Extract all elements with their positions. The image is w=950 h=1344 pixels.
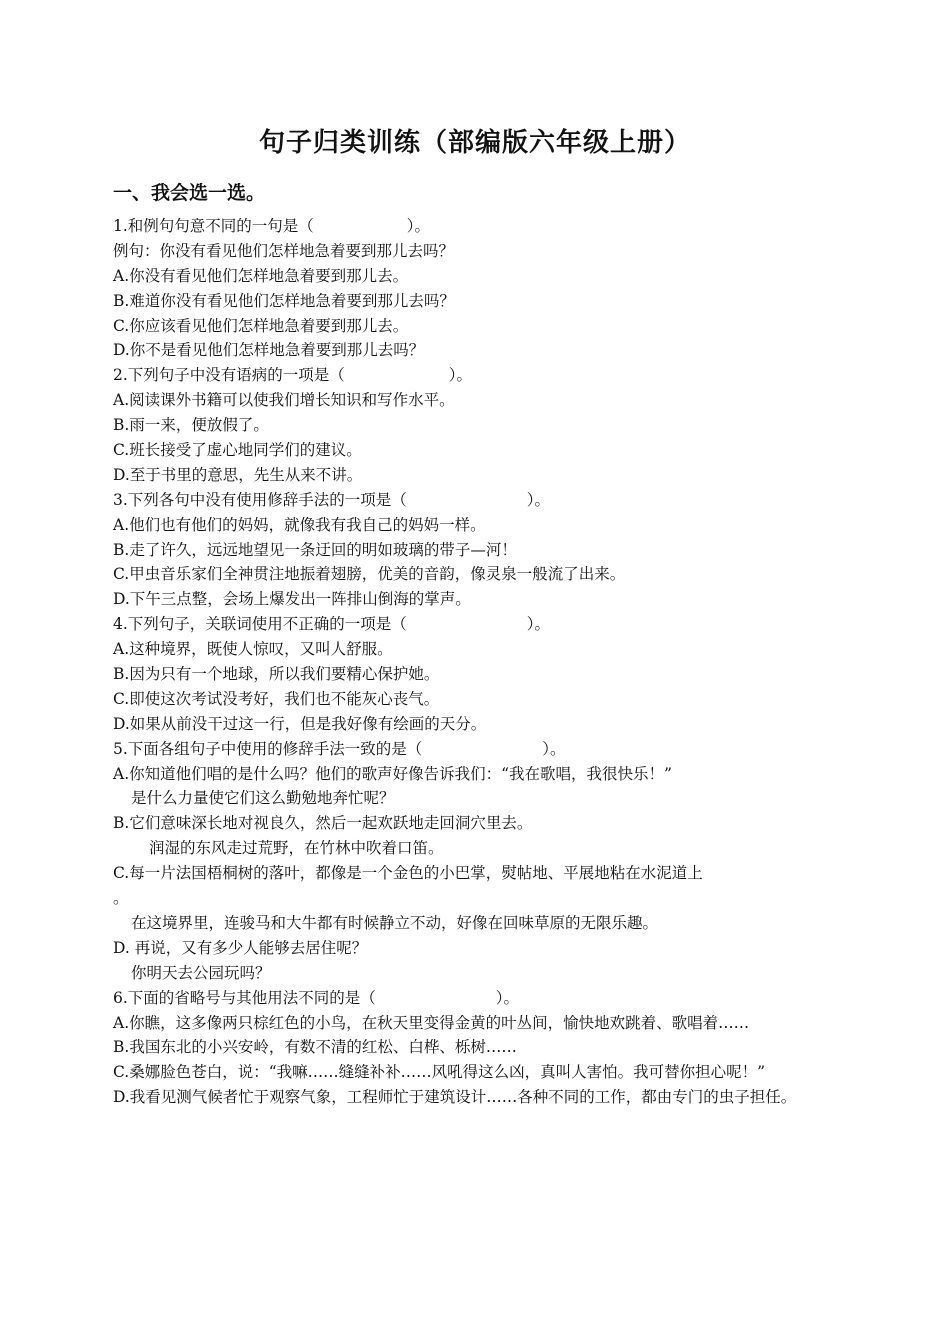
question-stem-2: [113, 363, 853, 388]
stem-end: ）。: [526, 615, 551, 634]
option-b: B.难道你没有看见他们怎样地急着要到那儿去吗？: [113, 291, 455, 310]
option-c-second: 在这境界里，连骏马和大牛都有时候静立不动，好像在回味草原的无限乐趣。: [131, 913, 659, 932]
stem-text: 1.和例句句意不同的一句是（: [113, 217, 314, 235]
option-b: B.雨一来，便放假了。: [113, 416, 269, 435]
option-c: C.你应该看见他们怎样地急着要到那儿去。: [113, 316, 409, 335]
stem-text: 5.下面各组句子中使用的修辞手法一致的是（: [113, 739, 423, 758]
option-c: C.班长接受了虚心地同学们的建议。: [113, 441, 362, 460]
option-c: C.甲虫音乐家们全神贯注地振着翅膀，优美的音韵，像灵泉一般流了出来。: [113, 565, 626, 584]
question-stem-6: [113, 986, 853, 1011]
question-stem-3: [113, 488, 853, 513]
option-d-second: 你明天去公园玩吗？: [131, 963, 271, 982]
option-b: B.它们意味深长地对视良久，然后一起欢跃地走回洞穴里去。: [113, 814, 533, 833]
question-stem-4: [113, 612, 853, 637]
option-c-punct: 。: [113, 889, 129, 908]
option-b: B.因为只有一个地球，所以我们要精心保护她。: [113, 665, 440, 684]
question-list: [113, 214, 853, 1110]
option-a-second: 是什么力量使它们这么勤勉地奔忙呢？: [131, 789, 395, 808]
option-d: D.下午三点整，会场上爆发出一阵排山倒海的掌声。: [113, 590, 471, 609]
option-c: C.桑娜脸色苍白，说：“我嘛……缝缝补补……风吼得这么凶，真叫人害怕。我可替你担心呢！”: [113, 1063, 766, 1082]
option-a: A.你瞧，这多像两只棕红色的小鸟，在秋天里变得金黄的叶丛间，愉快地欢跳着、歌唱着……: [113, 1013, 750, 1032]
stem-text: 2.下列句子中没有语病的一项是（: [113, 366, 345, 385]
option-c: C.即使这次考试没考好，我们也不能灰心丧气。: [113, 689, 440, 708]
option-a: A.你没有看见他们怎样地急着要到那儿去。: [113, 266, 409, 285]
stem-end: ）。: [448, 366, 473, 385]
stem-text: 6.下面的省略号与其他用法不同的是（: [113, 988, 376, 1007]
option-d: D.你不是看见他们怎样地急着要到那儿去吗？: [113, 341, 425, 360]
option-b: B.我国东北的小兴安岭，有数不清的红松、白桦、栎树……: [113, 1038, 517, 1057]
option-d: D.至于书里的意思，先生从来不讲。: [113, 465, 363, 484]
stem-end: ）。: [526, 490, 551, 509]
stem-text: 3.下列各句中没有使用修辞手法的一项是（: [113, 490, 407, 509]
example-sentence: 例句：你没有看见他们怎样地急着要到那儿去吗？: [113, 241, 455, 260]
question-stem-1: [113, 214, 853, 239]
option-a: A.他们也有他们的妈妈，就像我有我自己的妈妈一样。: [113, 515, 486, 534]
option-a: A.你知道他们唱的是什么吗？他们的歌声好像告诉我们：“我在歌唱，我很快乐！”: [113, 764, 672, 783]
option-d: D.我看见测气候者忙于观察气象，工程师忙于建筑设计……各种不同的工作，都由专门的虫子担任。: [113, 1088, 797, 1107]
option-a: A.阅读课外书籍可以使我们增长知识和写作水平。: [113, 391, 455, 410]
section-heading: 一、我会选一选。: [113, 182, 266, 204]
page-title: 句子归类训练（部编版六年级上册）: [258, 128, 691, 158]
stem-end: ）。: [406, 217, 431, 235]
option-d: D. 再说，又有多少人能够去居住呢？: [113, 938, 368, 957]
option-d: D.如果从前没干过这一行，但是我好像有绘画的天分。: [113, 714, 487, 733]
option-b-second: 润湿的东风走过荒野，在竹林中吹着口笛。: [149, 839, 444, 858]
stem-end: ）。: [542, 739, 566, 758]
question-stem-5: [113, 737, 853, 762]
stem-end: ）。: [495, 988, 520, 1007]
option-b: B.走了许久，远远地望见一条迂回的明如玻璃的带子—河！: [113, 540, 517, 559]
option-c: C.每一片法国梧桐树的落叶，都像是一个金色的小巴掌，熨帖地、平展地粘在水泥道上: [113, 864, 703, 883]
stem-text: 4.下列句子，关联词使用不正确的一项是（: [113, 615, 407, 634]
option-a: A.这种境界，既使人惊叹，又叫人舒服。: [113, 640, 393, 659]
